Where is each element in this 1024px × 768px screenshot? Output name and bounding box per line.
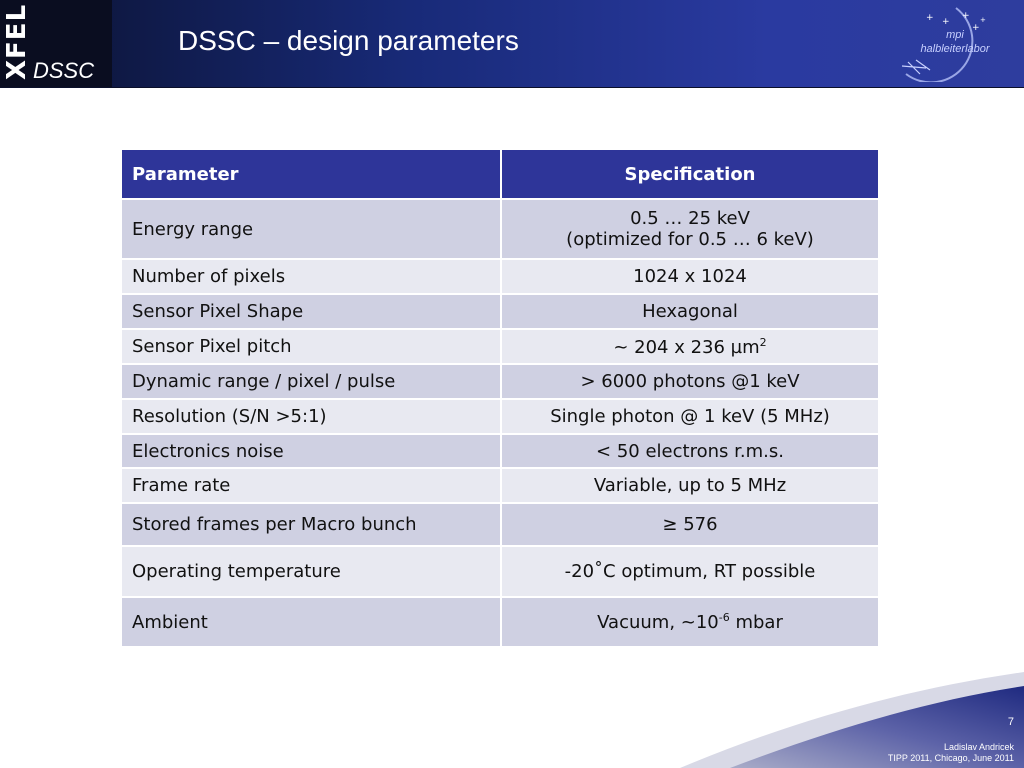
row-parameter: Sensor Pixel Shape [121,294,501,329]
row-parameter: Dynamic range / pixel / pulse [121,364,501,399]
row-parameter: Energy range [121,199,501,259]
spec-superscript: -6 [718,611,730,624]
dssc-logo: DSSC [33,58,95,83]
row-specification [501,597,879,647]
svg-text:+: + [926,13,934,23]
table-row [121,503,879,546]
footer-event: TIPP 2011, Chicago, June 2011 [887,753,1014,763]
row-parameter: Electronics noise [121,434,501,468]
spec-text: Vacuum, ~10 [597,612,719,633]
spec-superscript: 2 [759,335,767,349]
design-parameters-table [120,148,880,648]
row-specification: < 50 electrons r.m.s. [501,434,879,468]
row-specification: > 6000 photons @1 keV [501,364,879,399]
row-specification: Variable, up to 5 MHz [501,468,879,503]
row-parameter: Frame rate [121,468,501,503]
page-title: DSSC – design parameters [178,25,519,56]
row-parameter: Operating temperature [121,546,501,597]
row-parameter: Resolution (S/N >5:1) [121,399,501,434]
table-row [121,597,879,647]
row-specification [501,199,879,259]
svg-text:+: + [942,17,950,27]
table-row [121,468,879,503]
spec-text: ~ 204 x 236 µm [613,336,760,358]
table-header-row [121,149,879,199]
xfel-logo-box [0,0,112,87]
table-row [121,294,879,329]
column-header-specification: Specification [501,149,879,199]
spec-line-2: (optimized for 0.5 … 6 keV) [566,229,814,250]
row-specification: Single photon @ 1 keV (5 MHz) [501,399,879,434]
row-parameter: Ambient [121,597,501,647]
column-header-parameter: Parameter [121,149,501,199]
row-specification: -20˚C optimum, RT possible [501,546,879,597]
row-specification: ≥ 576 [501,503,879,546]
table-row [121,546,879,597]
table-row [121,199,879,259]
table-row [121,364,879,399]
row-specification [501,329,879,364]
table-row [121,259,879,294]
svg-text:+: + [980,16,986,24]
title-bar [0,0,1024,88]
row-parameter: Number of pixels [121,259,501,294]
row-parameter: Sensor Pixel pitch [121,329,501,364]
row-parameter: Stored frames per Macro bunch [121,503,501,546]
xfel-logo: XFEL [2,3,32,80]
svg-text:+: + [972,23,980,33]
row-specification: 1024 x 1024 [501,259,879,294]
mpi-logo-line2: halbleiterlabor [920,43,990,55]
table-row [121,434,879,468]
mpi-logo-line1: mpi [946,29,964,41]
spec-line: 0.5 … 25 keV [630,208,750,229]
table-row [121,399,879,434]
row-specification: Hexagonal [501,294,879,329]
spec-text-after: mbar [729,612,783,633]
table-row [121,329,879,364]
svg-text:+: + [962,11,970,21]
mpi-logo-text [915,28,995,56]
page-number: 7 [1007,716,1014,728]
footer-author: Ladislav Andricek [943,742,1014,752]
